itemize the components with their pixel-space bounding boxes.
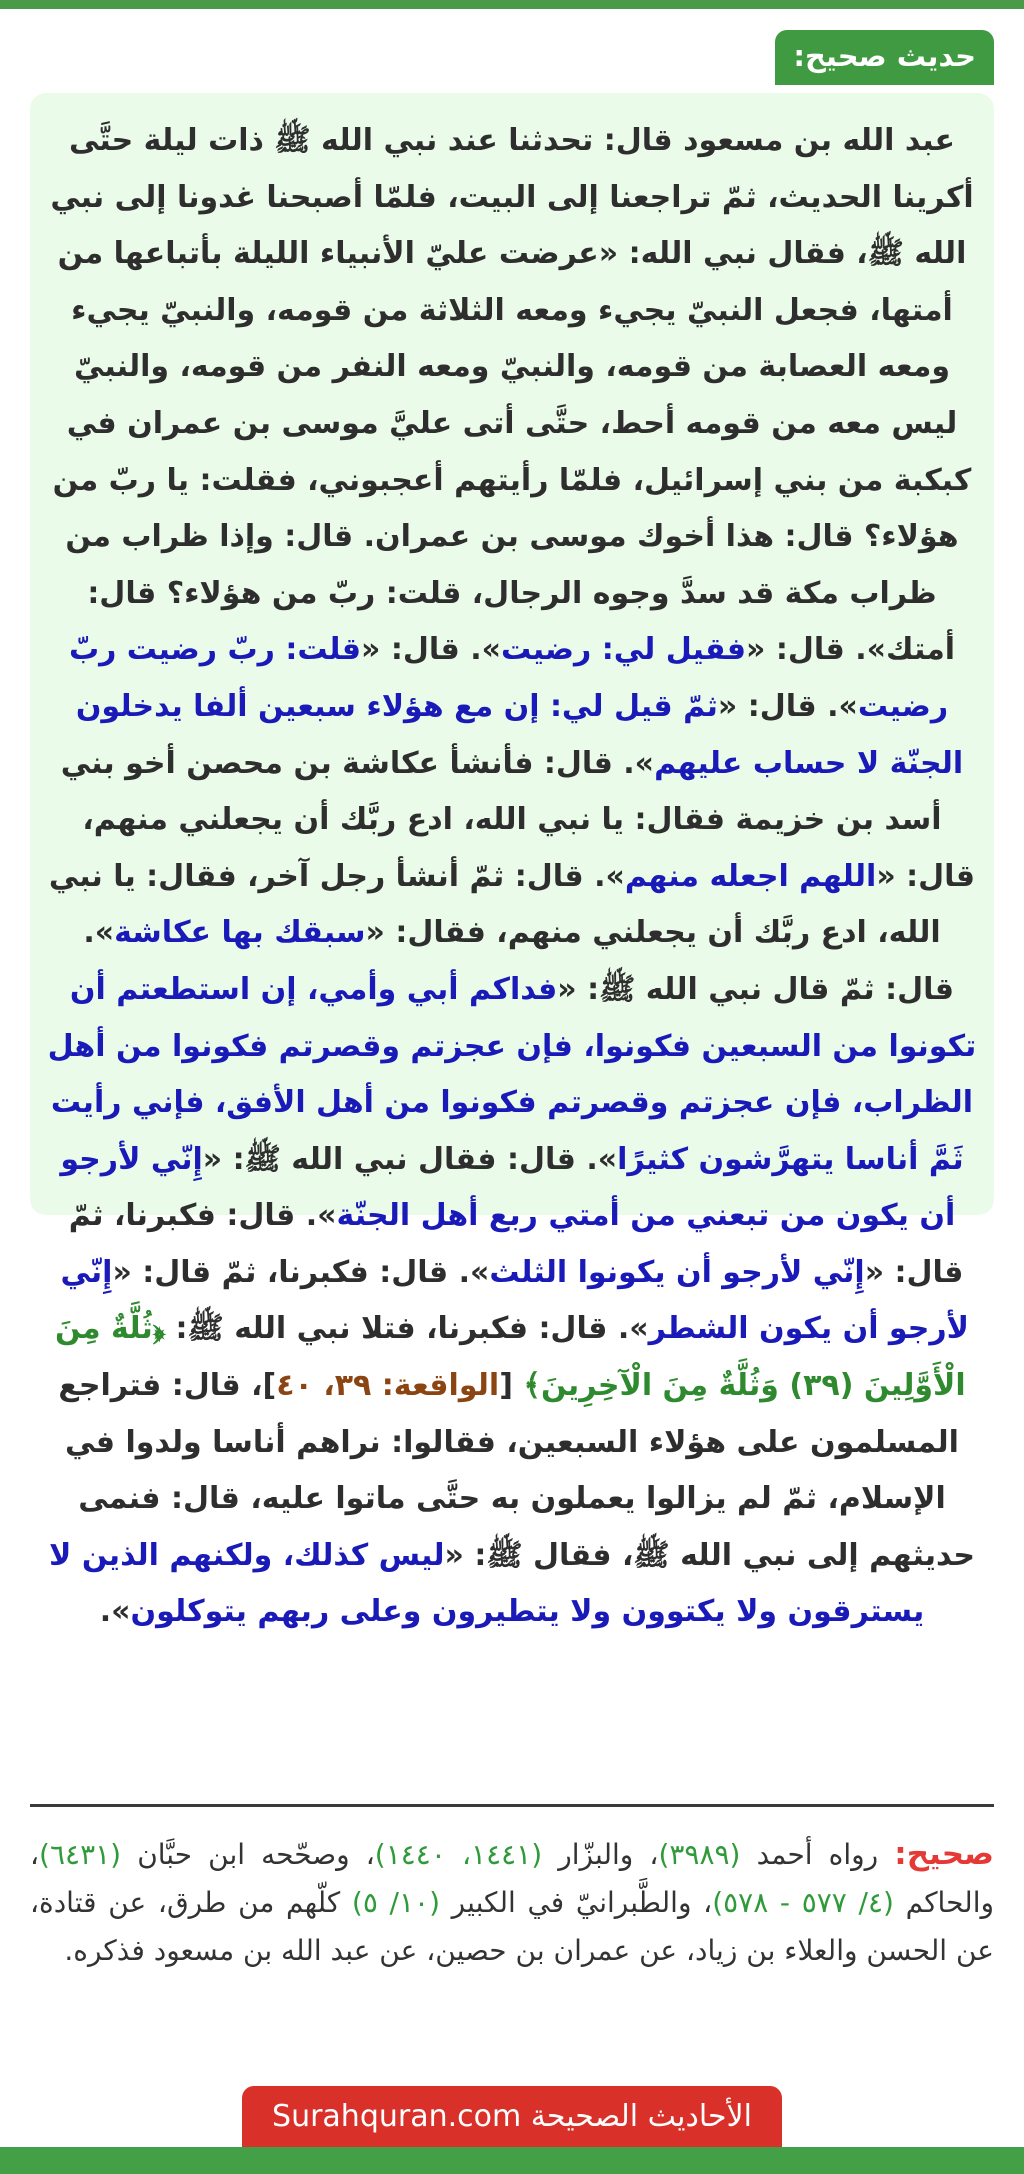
- citation-number: (٣٩٨٩): [658, 1838, 741, 1871]
- hadith-segment: ».: [99, 1594, 131, 1630]
- takhrij-segment: ، والبزّار: [542, 1838, 659, 1871]
- hadith-segment: ». قال: «: [717, 688, 858, 724]
- prophet-quote: ثمّ قيل لي: إن مع هؤلاء سبعين ألفا يدخلون الجنّة لا حساب عليهم: [75, 688, 964, 781]
- grade-label: صحيح:: [894, 1836, 994, 1872]
- prophet-quote: سبقك بها عكاشة: [114, 915, 366, 951]
- prophet-quote: اللهم اجعله منهم: [624, 858, 877, 894]
- hadith-segment: ». قال: فقال نبي الله ﷺ: «: [202, 1141, 618, 1177]
- quran-reference: الواقعة: ٣٩، ٤٠: [276, 1368, 500, 1404]
- hadith-segment: [: [499, 1368, 524, 1404]
- site-badge: الأحاديث الصحيحة Surahquran.com: [242, 2086, 782, 2148]
- hadith-segment: ». قال: ثمّ أنشأ رجل آخر، فقال: يا نبي الله، ادع ربَّك أن يجعلني منهم، فقال: «: [48, 858, 941, 951]
- hadith-label-tab: حديث صحيح:: [775, 30, 994, 85]
- hadith-segment: ». قال: فأنشأ عكاشة بن محصن أخو بني أسد بن خزيمة فقال: يا نبي الله، ادع ربَّك أن يجعلني منهم، قال: «: [60, 745, 976, 894]
- takhrij-segment: ، والحاكم: [30, 1838, 994, 1919]
- prophet-quote: ليس كذلك، ولكنهم الذين لا يسترقون ولا يكتوون ولا يتطيرون وعلى ربهم يتوكلون: [49, 1537, 925, 1630]
- prophet-quote: قلت: ربّ رضيت ربّ رضيت: [68, 632, 949, 724]
- hadith-segment: ». قال: فكبرنا، ثمّ قال: «: [68, 1198, 964, 1290]
- citation-number: (٦٤٣١): [39, 1838, 122, 1871]
- hadith-text: [46, 113, 978, 1641]
- prophet-quote: فقيل لي: رضيت: [501, 632, 747, 668]
- prophet-quote: إِنّي لأرجو أن يكونوا الثلث: [489, 1254, 865, 1290]
- section-divider: [30, 1804, 994, 1807]
- takhrij-segment: رواه أحمد: [740, 1838, 895, 1871]
- prophet-quote: إِنّي لأرجو أن يكون الشطر: [60, 1254, 969, 1347]
- hadith-segment: ]، قال: فتراجع المسلمون على هؤلاء السبعين، فقالوا: نراهم أناسا ولدوا في الإسلام، ثمّ لم يزالوا يعملون به حتَّى ماتوا عليه، قال: فنمى حديثهم إلى نبي الله ﷺ، فقال ﷺ: «: [58, 1368, 975, 1573]
- hadith-segment: عبد الله بن مسعود قال: تحدثنا عند نبي الله ﷺ ذات ليلة حتَّى أكرينا الحديث، ثمّ تراجعنا إلى البيت، فلمّا أصبحنا غدونا إلى نبي الله ﷺ، فقال نبي الله: «عرضت عليّ الأنبياء الليلة بأتباعها من أمتها، فجعل النبيّ يجيء ومعه الثلاثة من قومه، والنبيّ يجيء ومعه العصابة من قومه، والنبيّ ومعه النفر من قومه، والنبيّ ليس معه من قومه أحط، حتَّى أتى عليَّ موسى بن عمران في كبكبة من بني إسرائيل، فلمّا رأيتهم أعجبوني، فقلت: يا ربّ من هؤلاء؟ قال: هذا أخوك موسى بن عمران. قال: وإذا ظراب من ظراب مكة قد سدَّ وجوه الرجال، قلت: ربّ من هؤلاء؟ قال: أمتك». قال: «: [50, 123, 974, 668]
- prophet-quote: فداكم أبي وأمي، إن استطعتم أن تكونوا من السبعين فكونوا، فإن عجزتم وقصرتم فكونوا من أهل الظراب، فإن عجزتم وقصرتم فكونوا من أهل الأفق، فإني رأيت ثَمَّ أناسا يتهرَّشون كثيرًا: [47, 971, 977, 1177]
- citation-number: (١٠/ ٥): [351, 1886, 440, 1919]
- top-accent-bar: [0, 0, 1024, 9]
- hadith-segment: ». قال: ثمّ قال نبي الله ﷺ: «: [83, 915, 955, 1007]
- takhrij-segment: كلّهم من طرق، عن قتادة، عن الحسن والعلاء بن زياد، عن عمران بن حصين، عن عبد الله بن مسعود فذكره.: [30, 1886, 994, 1967]
- hadith-segment: ». قال: «: [361, 632, 501, 668]
- hadith-segment: ». قال: فكبرنا، ثمّ قال: «: [112, 1254, 490, 1290]
- hadith-box: [30, 93, 994, 1630]
- citation-number: (٤/ ٥٧٧ - ٥٧٨): [712, 1886, 894, 1919]
- bottom-accent-bar: [0, 2147, 1024, 2174]
- citation-number: (١٤٤١، ١٤٤٠): [374, 1838, 543, 1871]
- takhrij-segment: ، وصحّحه ابن حبَّان: [121, 1838, 375, 1871]
- hadith-segment: ». قال: فكبرنا، فتلا نبي الله ﷺ:: [165, 1311, 649, 1347]
- quran-verse: ﴿ثُلَّةٌ مِنَ الْأَوَّلِينَ (٣٩) وَثُلَّةٌ مِنَ الْآخِرِينَ﴾: [55, 1311, 966, 1404]
- prophet-quote: إِنّي لأرجو أن يكون من تبعني من أمتي ربع أهل الجنّة: [60, 1141, 956, 1234]
- takhrij-text: [30, 1830, 994, 1975]
- takhrij-segment: ، والطَّبرانيّ في الكبير: [440, 1886, 713, 1919]
